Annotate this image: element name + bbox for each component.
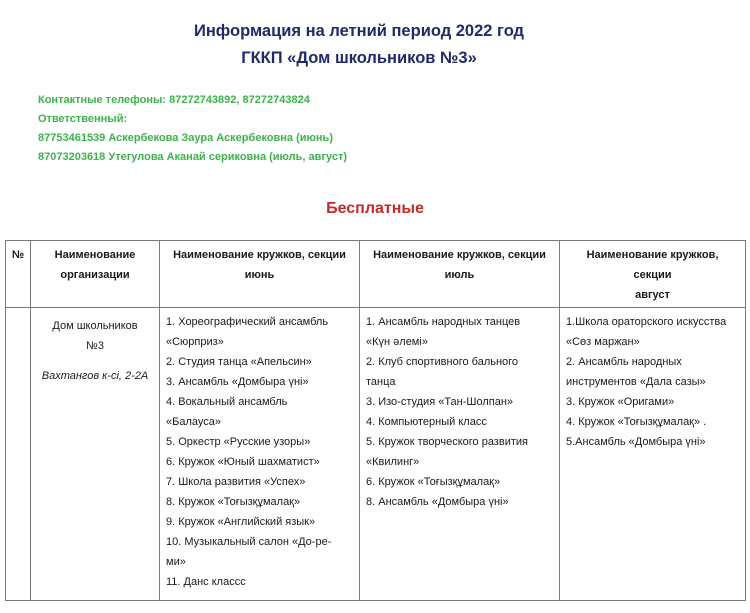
- responsible-label: Ответственный:: [38, 113, 128, 125]
- list-item: 2. Клуб спортивного бального: [366, 356, 519, 368]
- list-item: «Балауса»: [166, 416, 221, 428]
- list-item: 3. Ансамбль «Домбыра үні»: [166, 376, 309, 388]
- organization-name-line: Дом школьников: [52, 320, 138, 332]
- list-item: танца: [366, 376, 396, 388]
- section-title: Бесплатные: [326, 200, 424, 217]
- list-item: 8. Кружок «Тоғызқұмалақ»: [166, 496, 301, 508]
- row-number-cell: [6, 308, 31, 601]
- list-item: 10. Музыкальный салон «До-ре-: [166, 536, 332, 548]
- responsible-person-june: 87753461539 Аскербекова Заура Аскербековна (июнь): [38, 132, 333, 144]
- header-august: [560, 241, 746, 308]
- list-item: 5. Оркестр «Русские узоры»: [166, 436, 311, 448]
- organization-name-line: №3: [86, 340, 104, 352]
- list-item: 1. Хореографический ансамбль: [166, 316, 329, 328]
- table-row: [6, 308, 746, 601]
- list-item: инструментов «Дала сазы»: [566, 376, 706, 388]
- contact-phones: Контактные телефоны: 87272743892, 87272743824: [38, 94, 310, 106]
- table-header-row: [6, 241, 746, 308]
- header-text: июнь: [244, 269, 275, 281]
- august-activities-list: [560, 308, 745, 456]
- header-organization: [31, 241, 160, 308]
- list-item: 7. Школа развития «Успех»: [166, 476, 306, 488]
- list-item: ми»: [166, 556, 186, 568]
- july-activities-list: [360, 308, 559, 516]
- list-item: 9. Кружок «Английский язык»: [166, 516, 316, 528]
- header-text: Наименование: [54, 249, 136, 261]
- organization-cell: [31, 308, 160, 601]
- list-item: 1. Ансамбль народных танцев: [366, 316, 521, 328]
- list-item: 2. Студия танца «Апельсин»: [166, 356, 312, 368]
- list-item: 4. Вокальный ансамбль: [166, 396, 288, 408]
- list-item: 6. Кружок «Тоғызқұмалақ»: [366, 476, 501, 488]
- responsible-person-july-august: 87073203618 Утегулова Аканай сериковна (июль, август): [38, 151, 348, 163]
- header-text: июль: [444, 269, 475, 281]
- header-text: организации: [60, 269, 130, 281]
- list-item: 4. Компьютерный класс: [366, 416, 487, 428]
- list-item: 3. Кружок «Оригами»: [566, 396, 675, 408]
- activities-table: [5, 240, 746, 601]
- list-item: 8. Ансамбль «Домбыра үні»: [366, 496, 509, 508]
- header-number: №: [6, 241, 31, 308]
- june-activities-cell: [160, 308, 360, 601]
- list-item: «Күн әлемі»: [366, 336, 428, 348]
- list-item: 6. Кружок «Юный шахматист»: [166, 456, 320, 468]
- july-activities-cell: [360, 308, 560, 601]
- header-text: Наименование кружков, секции: [173, 249, 346, 261]
- header-text: Наименование кружков, секции: [373, 249, 546, 261]
- header-text: август: [635, 289, 670, 301]
- list-item: «Квилинг»: [366, 456, 420, 468]
- list-item: 3. Изо-студия «Тан-Шолпан»: [366, 396, 514, 408]
- organization-address: Вахтангов к-сі, 2-2А: [41, 370, 149, 382]
- list-item: 11. Данс классс: [166, 576, 246, 588]
- list-item: 4. Кружок «Тоғызқұмалақ» .: [566, 416, 707, 428]
- list-item: «Сөз маржан»: [566, 336, 640, 348]
- header-june: [160, 241, 360, 308]
- june-activities-list: [160, 308, 359, 596]
- header-text: Наименование кружков,: [586, 249, 719, 261]
- list-item: 5. Кружок творческого развития: [366, 436, 528, 448]
- list-item: «Сюрприз»: [166, 336, 224, 348]
- list-item: 2. Ансамбль народных: [566, 356, 682, 368]
- header-text: секции: [633, 269, 672, 281]
- document-title-line2: ГККП «Дом школьников №3»: [241, 49, 477, 67]
- document-title-line1: Информация на летний период 2022 год: [193, 22, 525, 40]
- list-item: 1.Школа ораторского искусства: [566, 316, 727, 328]
- header-july: [360, 241, 560, 308]
- list-item: 5.Ансамбль «Домбыра үні»: [566, 436, 706, 448]
- august-activities-cell: [560, 308, 746, 601]
